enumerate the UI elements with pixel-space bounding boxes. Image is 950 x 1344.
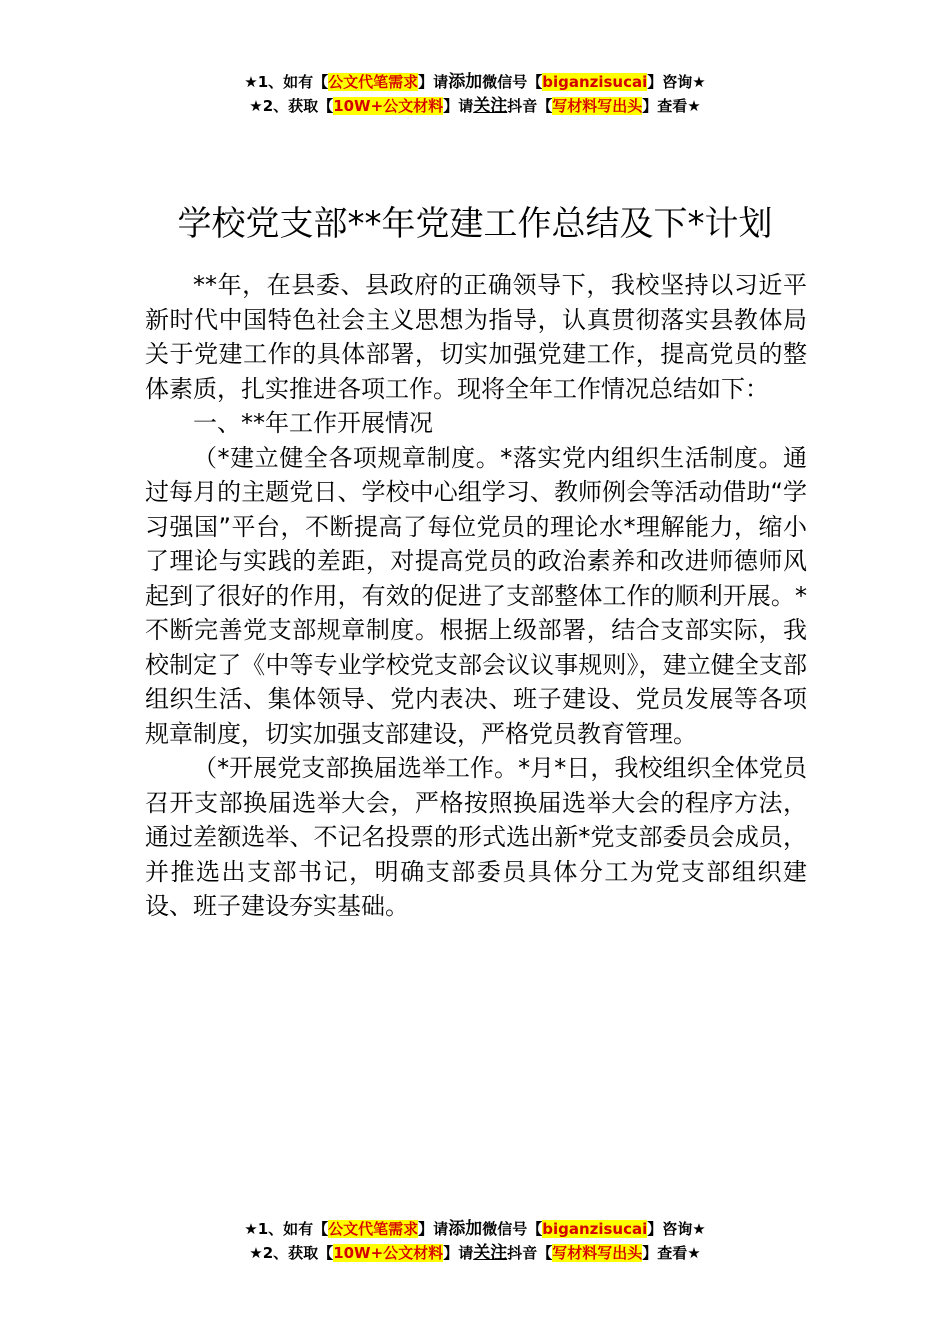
banner-text: 】请 — [418, 1220, 449, 1238]
banner-text: 】请 — [443, 1244, 474, 1262]
banner-text: 】查看★ — [642, 97, 701, 115]
banner-text: ★2、获取【 — [249, 1244, 334, 1262]
document-title: 学校党支部**年党建工作总结及下*计划 — [177, 203, 773, 244]
banner-text: 抖音【 — [507, 97, 553, 115]
banner-highlight: biganzisucai — [542, 1220, 648, 1238]
paragraph-intro: **年，在县委、县政府的正确领导下，我校坚持以习近平新时代中国特色社会主义思想为指导，认真贯彻落实县教体局关于党建工作的具体部署，切实加强党建工作，提高党员的整体素质，扎实推进各项工作。现将全年工作情况总结如下： — [145, 271, 807, 403]
banner-text: ★2、获取【 — [249, 97, 334, 115]
banner-highlight: 写材料写出头 — [552, 97, 643, 115]
header-banner — [0, 70, 950, 118]
footer-banner — [0, 1217, 950, 1265]
banner-highlight: 公文代笔需求 — [328, 73, 419, 91]
banner-text: 】请 — [443, 97, 474, 115]
banner-text: 】查看★ — [642, 1244, 701, 1262]
banner-highlight: biganzisucai — [542, 73, 648, 91]
banner-text: 抖音【 — [507, 1244, 553, 1262]
banner-line-2 — [0, 1241, 950, 1265]
banner-emphasis: 关注 — [473, 1243, 508, 1263]
banner-emphasis: 添加 — [448, 1219, 483, 1239]
paragraph-election: （*开展党支部换届选举工作。*月*日，我校组织全体党员召开支部换届选举大会，严格按照换届选举大会的程序方法，通过差额选举、不记名投票的形式选出新*党支部委员会成员，并推选出支部书记，明确支部委员具体分工为党支部组织建设、班子建设夯实基础。 — [145, 754, 807, 920]
banner-text: ★1、如有【 — [244, 1220, 329, 1238]
banner-emphasis: 关注 — [473, 96, 508, 116]
banner-text: 】咨询★ — [647, 73, 706, 91]
banner-highlight: 10W+公文材料 — [333, 97, 444, 115]
banner-emphasis: 添加 — [448, 72, 483, 92]
section-heading: 一、**年工作开展情况 — [193, 409, 433, 437]
banner-highlight: 10W+公文材料 — [333, 1244, 444, 1262]
paragraph-rules: （*建立健全各项规章制度。*落实党内组织生活制度。通过每月的主题党日、学校中心组学习、教师例会等活动借助“学习强国”平台，不断提高了每位党员的理论水*理解能力，缩小了理论与实践的差距，对提高党员的政治素养和改进师德师风起到了很好的作用，有效的促进了支部整体工作的顺利开展。*不断完善党支部规章制度。根据上级部署，结合支部实际，我校制定了《中等专业学校党支部会议议事规则》，建立健全支部组织生活、集体领导、党内表决、班子建设、党员发展等各项规章制度，切实加强支部建设，严格党员教育管理。 — [145, 443, 807, 748]
document-body — [145, 268, 807, 924]
banner-line-2 — [0, 94, 950, 118]
banner-line-1 — [0, 1217, 950, 1241]
banner-text: 微信号【 — [482, 73, 543, 91]
banner-text: 】请 — [418, 73, 449, 91]
banner-highlight: 公文代笔需求 — [328, 1220, 419, 1238]
banner-line-1 — [0, 70, 950, 94]
banner-text: 】咨询★ — [647, 1220, 706, 1238]
banner-text: 微信号【 — [482, 1220, 543, 1238]
banner-highlight: 写材料写出头 — [552, 1244, 643, 1262]
banner-text: ★1、如有【 — [244, 73, 329, 91]
